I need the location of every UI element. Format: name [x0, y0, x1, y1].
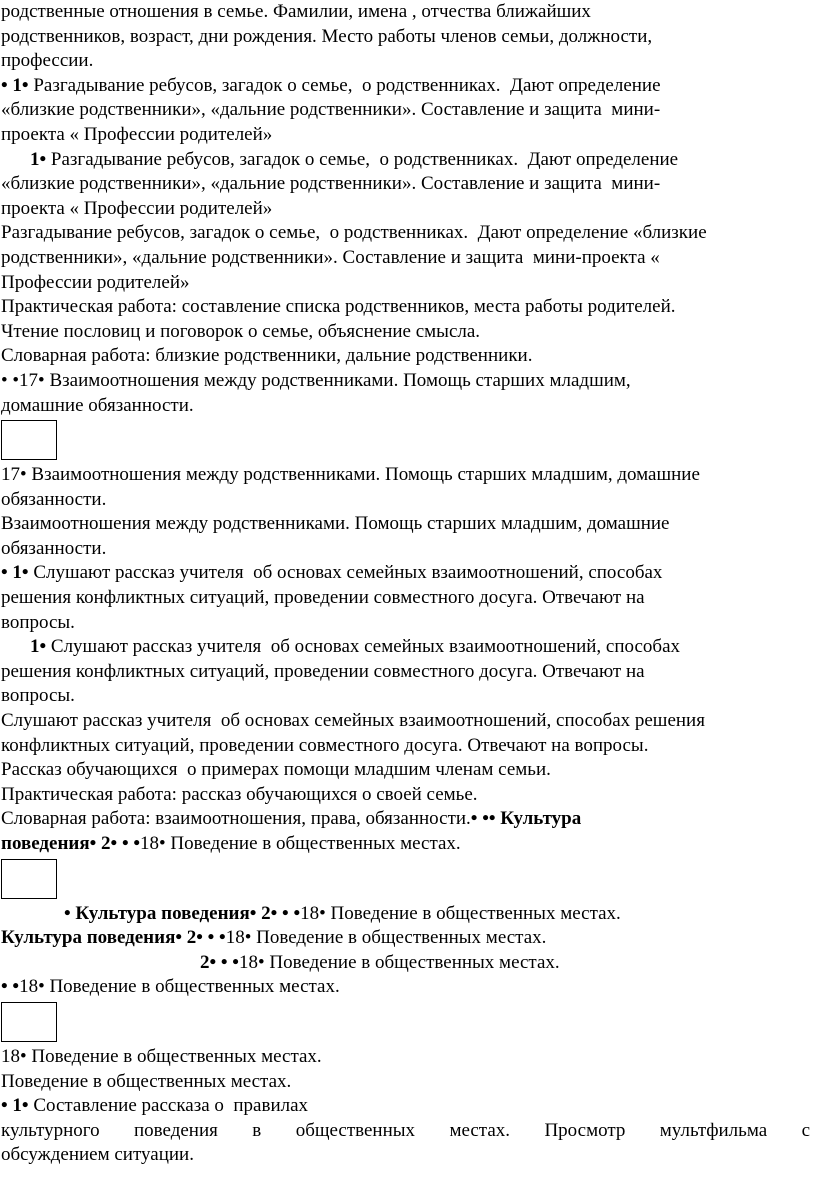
line-text: Слушают рассказ учителя об основах семейных взаимоотношений, способах	[33, 562, 663, 584]
text-line: 18• Поведение в общественных местах.	[1, 1045, 322, 1067]
text-line: решения конфликтных ситуаций, проведении совместного досуга. Отвечают на	[1, 660, 645, 682]
text-line: домашние обязанности.	[1, 394, 194, 416]
bullet-marker: 1•	[30, 148, 51, 170]
text-line	[0, 74, 816, 99]
line-text: Составление рассказа о правилах	[33, 1095, 309, 1117]
bullet-marker: • •	[1, 976, 20, 998]
line-text: 18• Поведение в общественных местах.	[19, 976, 340, 998]
text-line: родственники», «дальние родственники». Составление и защита мини-проекта «	[1, 246, 660, 268]
line-text: Словарная работа: взаимоотношения, права, обязанности.	[1, 808, 471, 830]
text-line	[0, 926, 816, 951]
word: культурного	[1, 1119, 100, 1141]
bullet-marker: • 1•	[1, 562, 34, 584]
text-line: профессии.	[1, 50, 94, 72]
text-line: Чтение пословиц и поговорок о семье, объяснение смысла.	[1, 320, 481, 342]
text-line: вопросы.	[1, 611, 75, 633]
text-line	[0, 561, 816, 586]
line-text: Слушают рассказ учителя об основах семейных взаимоотношений, способах	[50, 636, 681, 658]
bullet-marker: • 1•	[1, 74, 34, 96]
word: с	[801, 1119, 810, 1141]
text-line: • •17• Взаимоотношения между родственниками. Помощь старших младшим,	[1, 369, 631, 391]
empty-cell-box	[1, 420, 57, 460]
bullet-marker: • 1•	[1, 1095, 34, 1117]
text-line: «близкие родственники», «дальние родственники». Составление и защита мини-	[1, 173, 661, 195]
word: в	[252, 1119, 262, 1141]
text-line: обязанности.	[1, 537, 107, 559]
text-line: Практическая работа: составление списка родственников, места работы родителей.	[1, 296, 676, 318]
word: Просмотр	[544, 1119, 626, 1141]
text-line: Словарная работа: близкие родственники, дальние родственники.	[1, 345, 533, 367]
text-line: Взаимоотношения между родственниками. Помощь старших младшим, домашние	[1, 513, 670, 535]
text-line	[0, 1094, 816, 1119]
text-line: «близкие родственники», «дальние родственники». Составление и защита мини-	[1, 99, 661, 121]
line-text: 18• Поведение в общественных местах.	[140, 833, 461, 854]
line-text: Разгадывание ребусов, загадок о семье, о родственниках. Дают определение	[50, 148, 679, 170]
text-line: Практическая работа: рассказ обучающихся о своей семье.	[1, 783, 478, 805]
word: мультфильма	[659, 1119, 768, 1141]
section-heading: • Культура поведения• 2• • •	[64, 902, 301, 924]
text-line: решения конфликтных ситуаций, проведении совместного досуга. Отвечают на	[1, 587, 645, 609]
text-line: вопросы.	[1, 685, 75, 707]
empty-cell-box	[1, 859, 57, 899]
section-heading: 2• • •	[200, 951, 239, 973]
empty-cell-box	[1, 1002, 57, 1042]
text-line	[0, 807, 816, 832]
text-line: Слушают рассказ учителя об основах семейных взаимоотношений, способах решения	[1, 710, 705, 732]
text-line: обсуждением ситуации.	[1, 1144, 194, 1166]
text-line: обязанности.	[1, 488, 107, 510]
text-line	[0, 975, 816, 1000]
text-line	[0, 832, 816, 857]
text-line	[0, 635, 816, 660]
text-line	[0, 951, 816, 976]
text-line: родственников, возраст, дни рождения. Место работы членов семьи, должности,	[1, 25, 653, 47]
text-line: 17• Взаимоотношения между родственниками. Помощь старших младшим, домашние	[1, 464, 700, 486]
word: общественных	[295, 1119, 416, 1141]
text-line: родственные отношения в семье. Фамилии, имена , отчества ближайших	[1, 1, 591, 22]
line-text: 18• Поведение в общественных местах.	[225, 927, 547, 949]
word: местах.	[449, 1119, 511, 1141]
line-text: Разгадывание ребусов, загадок о семье, о родственниках. Дают определение	[33, 74, 661, 96]
justified-text-line	[0, 1119, 816, 1144]
text-line: Профессии родителей»	[1, 271, 190, 293]
section-heading: Культура поведения• 2• • •	[1, 927, 226, 949]
line-text: 18• Поведение в общественных местах.	[238, 951, 560, 973]
text-line: проекта « Профессии родителей»	[1, 123, 273, 145]
text-line	[0, 902, 816, 927]
word: поведения	[134, 1119, 218, 1141]
text-line: Рассказ обучающихся о примерах помощи младшим членам семьи.	[1, 759, 551, 781]
section-heading: поведения• 2• • •	[1, 833, 140, 854]
section-heading: • •• Культура	[470, 808, 582, 830]
text-line: Поведение в общественных местах.	[1, 1070, 292, 1092]
bullet-marker: 1•	[30, 636, 51, 658]
text-line: конфликтных ситуаций, проведении совместного досуга. Отвечают на вопросы.	[1, 734, 649, 756]
text-line	[0, 148, 816, 173]
text-line: Разгадывание ребусов, загадок о семье, о родственниках. Дают определение «близкие	[1, 222, 707, 244]
line-text: 18• Поведение в общественных местах.	[300, 902, 621, 924]
text-line: проекта « Профессии родителей»	[1, 197, 273, 219]
